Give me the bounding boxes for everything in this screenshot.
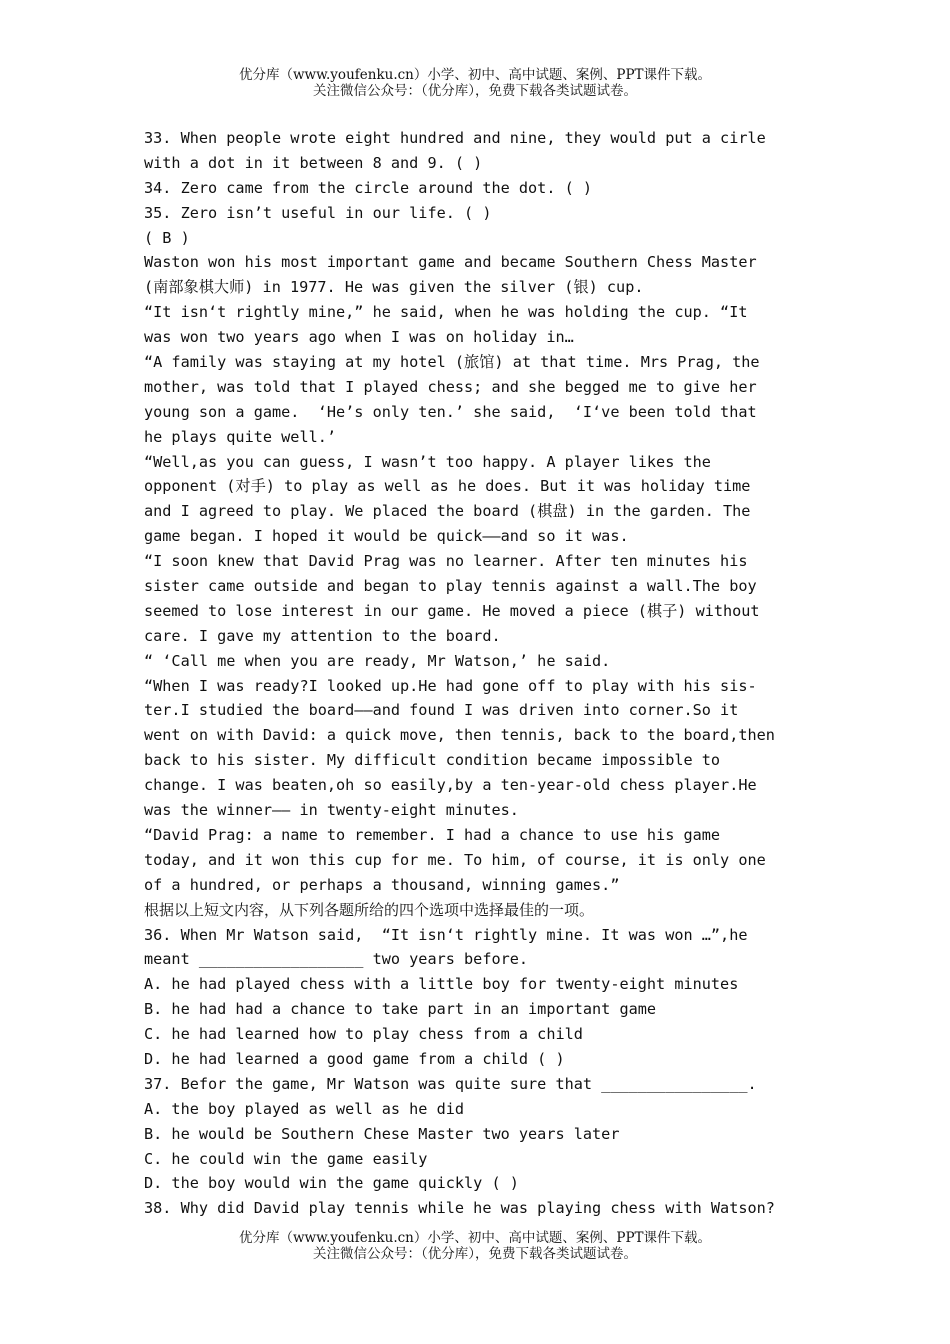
- text-line: care. I gave my attention to the board.: [144, 626, 501, 645]
- text-line: seemed to lose interest in our game. He moved a piece (棋子) without: [144, 601, 760, 620]
- page-header: [0, 67, 950, 99]
- footer-line-1: 优分库（www.youfenku.cn）小学、初中、高中试题、案例、PPT课件下载。: [238, 1230, 712, 1246]
- text-line: “David Prag: a name to remember. I had a chance to use his game: [144, 825, 721, 844]
- text-line: went on with David: a quick move, then tennis, back to the board,then: [144, 726, 775, 745]
- question-line: meant __________________ two years before.: [144, 950, 529, 969]
- option-line: D. the boy would win the game quickly ( ): [144, 1174, 519, 1193]
- text-line: 34. Zero came from the circle around the dot. ( ): [144, 178, 593, 197]
- text-line: today, and it won this cup for me. To him, of course, it is only one: [144, 850, 766, 869]
- text-line: with a dot in it between 8 and 9. ( ): [144, 153, 483, 172]
- text-line: was won two years ago when I was on holiday in…: [144, 328, 574, 347]
- text-line: sister came outside and began to play tennis against a wall.The boy: [144, 577, 757, 596]
- option-line: C. he could win the game easily: [144, 1149, 428, 1168]
- section-marker: ( B ): [144, 228, 190, 247]
- question-line: 38. Why did David play tennis while he was playing chess with Watson?: [144, 1199, 775, 1218]
- text-line: “Well,as you can guess, I wasn’t too happy. A player likes the: [144, 452, 711, 471]
- option-line: A. the boy played as well as he did: [144, 1099, 465, 1118]
- question-line: 36. When Mr Watson said, “It isn‘t rightly mine. It was won …”,he: [144, 925, 748, 944]
- instruction-line: 根据以上短文内容，从下列各题所给的四个选项中选择最佳的一项。: [144, 900, 595, 919]
- text-line: Waston won his most important game and became Southern Chess Master: [144, 253, 757, 272]
- text-line: “ ‘Call me when you are ready, Mr Watson,’ he said.: [144, 651, 611, 670]
- text-line: (南部象棋大师) in 1977. He was given the silver (银) cup.: [144, 278, 644, 297]
- option-line: B. he had had a chance to take part in an important game: [144, 1000, 657, 1019]
- text-line: ter.I studied the board——and found I was driven into corner.So it: [144, 701, 739, 720]
- text-line: young son a game. ‘He’s only ten.’ she said, ‘I‘ve been told that: [144, 402, 757, 421]
- text-line: and I agreed to play. We placed the board (棋盘) in the garden. The: [144, 502, 751, 521]
- text-line: opponent (对手) to play as well as he does. But it was holiday time: [144, 477, 751, 496]
- text-line: “A family was staying at my hotel (旅馆) at that time. Mrs Prag, the: [144, 353, 760, 372]
- text-line: “I soon knew that David Prag was no learner. After ten minutes his: [144, 552, 748, 571]
- text-line: “It isn‘t rightly mine,” he said, when he was holding the cup. “It: [144, 303, 748, 322]
- text-line: back to his sister. My difficult condition became impossible to: [144, 751, 721, 770]
- text-line: he plays quite well.’: [144, 427, 337, 446]
- text-line: 33. When people wrote eight hundred and nine, they would put a cirle: [144, 129, 766, 147]
- text-line: 35. Zero isn’t useful in our life. ( ): [144, 203, 492, 222]
- text-line: mother, was told that I played chess; and she begged me to give her: [144, 377, 757, 396]
- footer-line-2: 关注微信公众号：（优分库），免费下载各类试题试卷。: [313, 1246, 637, 1262]
- page-footer: [0, 1230, 950, 1262]
- option-line: A. he had played chess with a little boy for twenty-eight minutes: [144, 975, 739, 994]
- header-line-2: 关注微信公众号：（优分库），免费下载各类试题试卷。: [313, 83, 637, 99]
- option-line: D. he had learned a good game from a child ( ): [144, 1049, 565, 1068]
- text-line: game began. I hoped it would be quick——and so it was.: [144, 527, 629, 546]
- text-line: of a hundred, or perhaps a thousand, winning games.”: [144, 875, 620, 894]
- text-line: was the winner—— in twenty-eight minutes.: [144, 801, 519, 820]
- option-line: B. he would be Southern Chese Master two years later: [144, 1124, 620, 1143]
- text-line: “When I was ready?I looked up.He had gone off to play with his sis-: [144, 676, 757, 695]
- header-line-1: 优分库（www.youfenku.cn）小学、初中、高中试题、案例、PPT课件下载。: [238, 67, 712, 83]
- text-line: change. I was beaten,oh so easily,by a ten-year-old chess player.He: [144, 776, 757, 795]
- question-line: 37. Befor the game, Mr Watson was quite sure that ________________.: [144, 1074, 757, 1093]
- option-line: C. he had learned how to play chess from a child: [144, 1025, 583, 1044]
- document-body: [144, 126, 824, 1221]
